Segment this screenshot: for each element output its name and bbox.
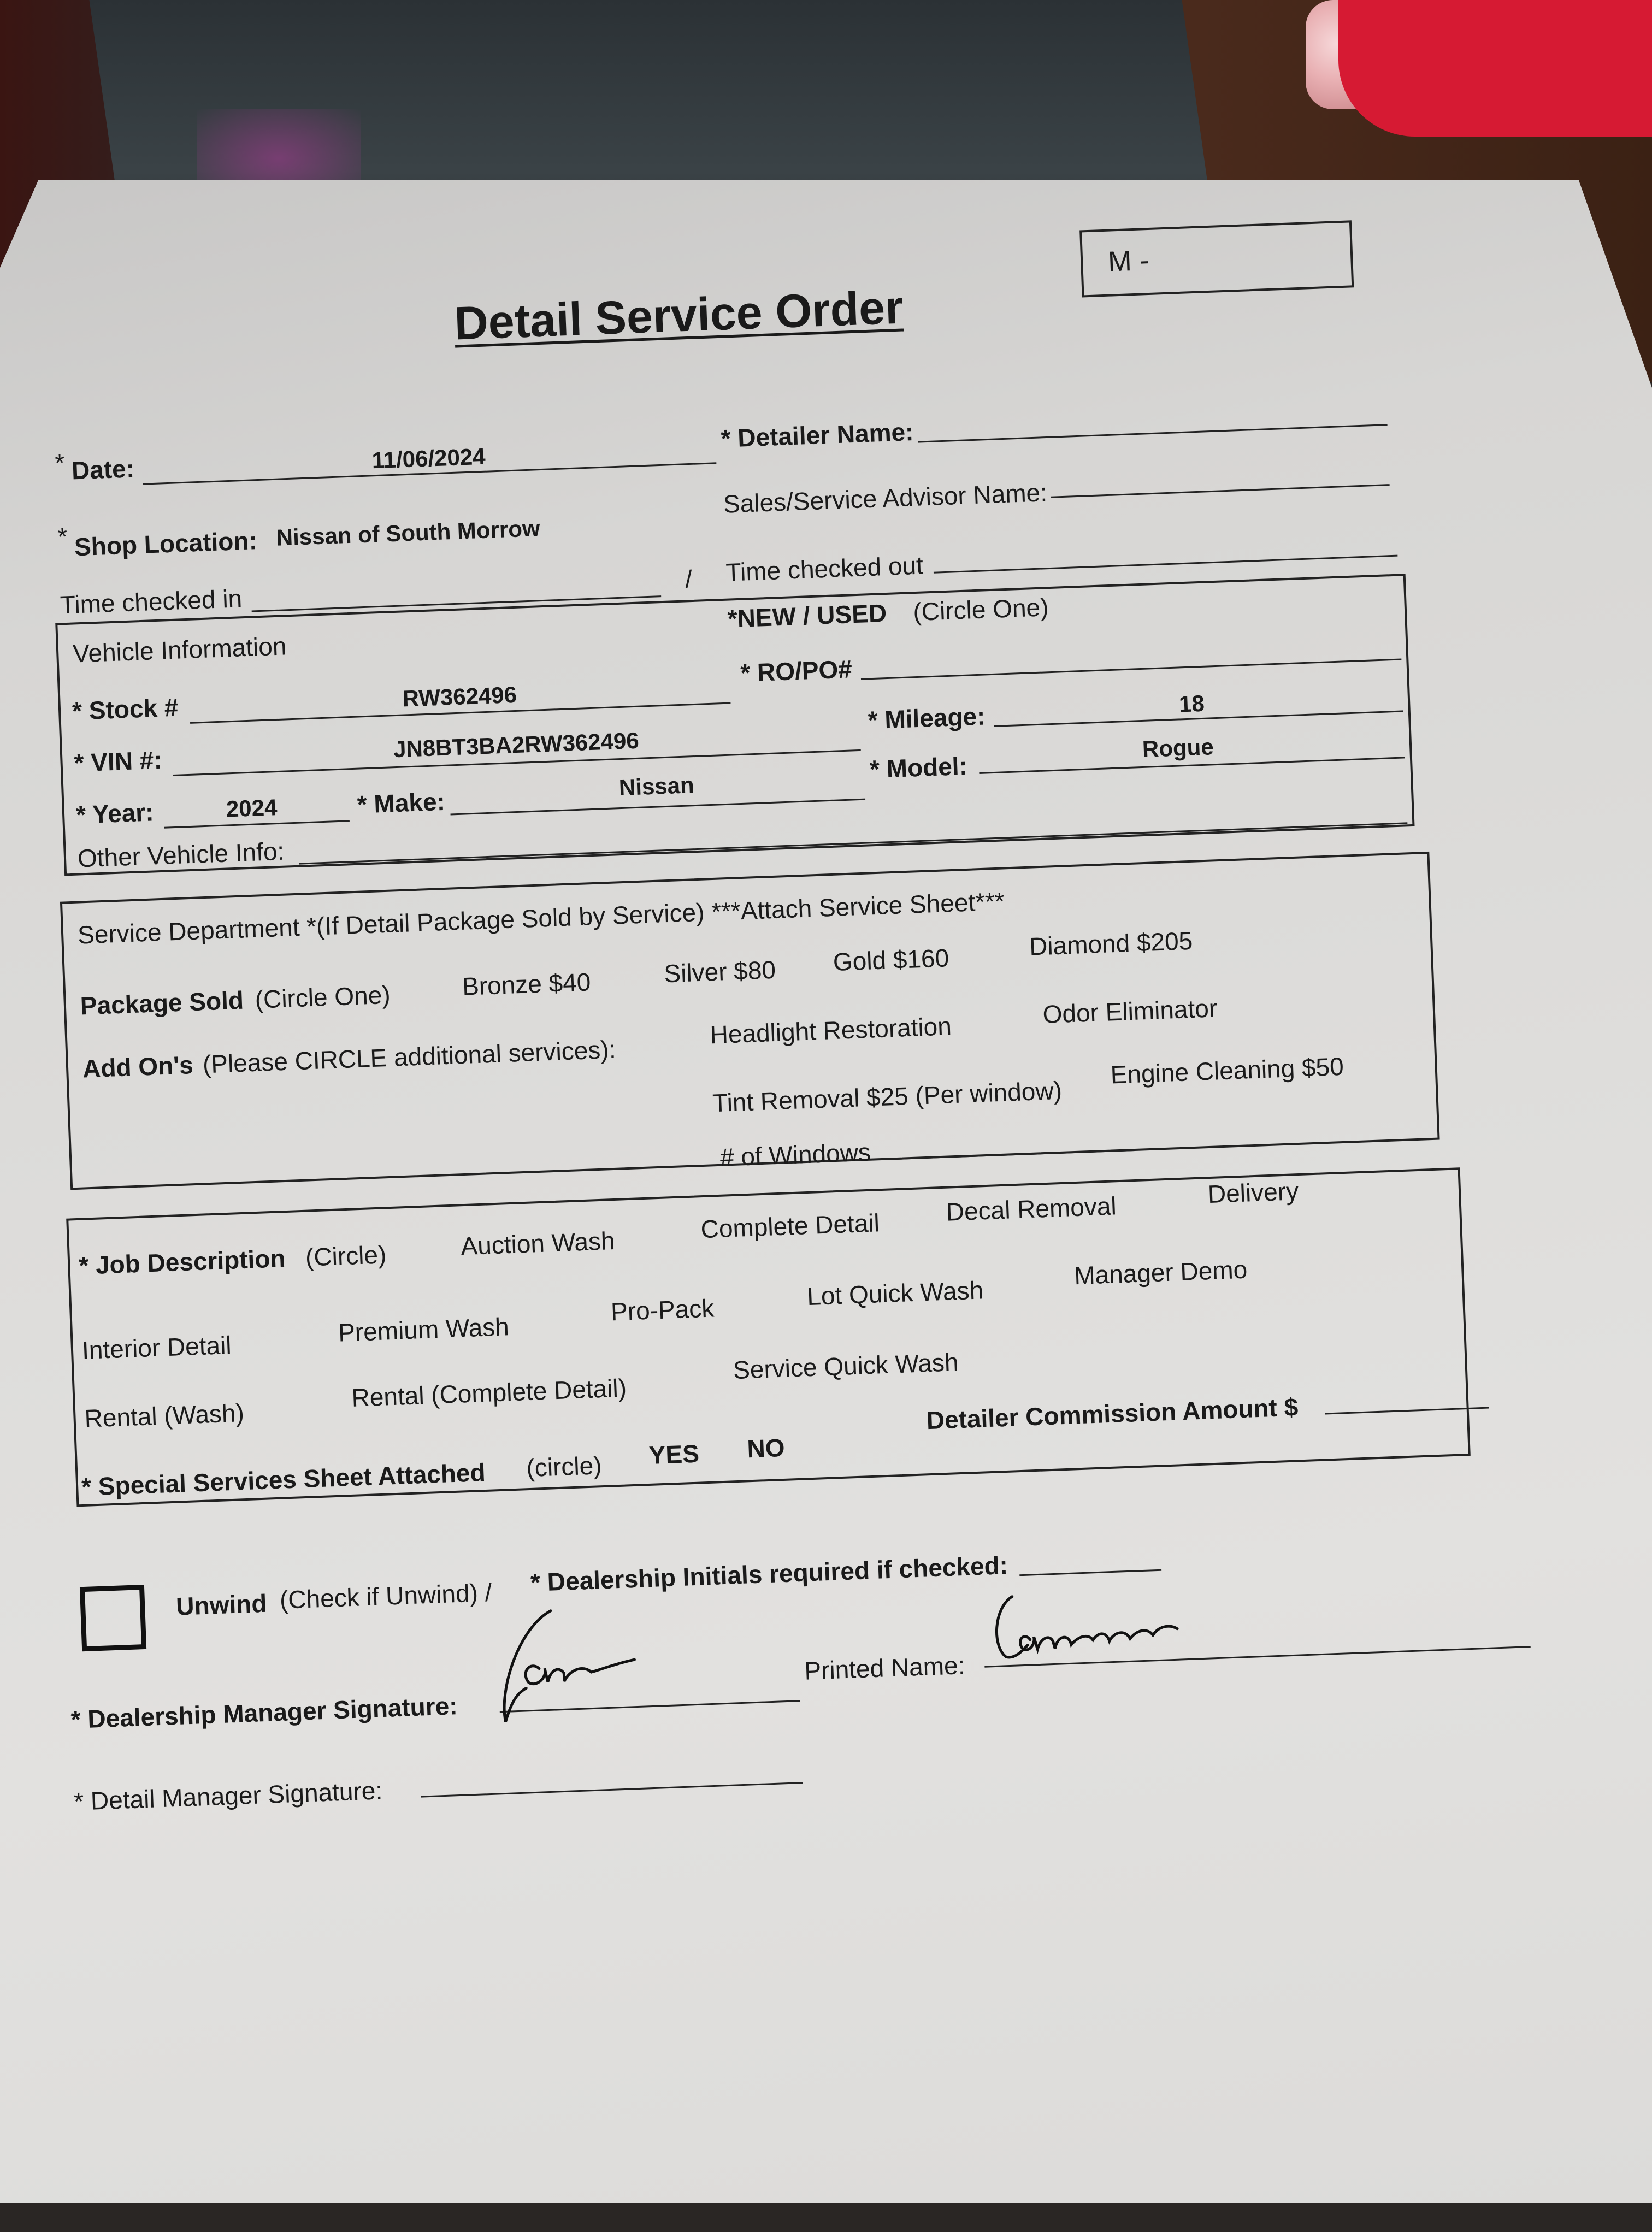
model-label: * Model:: [869, 751, 968, 784]
addons-label: Add On's: [82, 1050, 194, 1083]
vehicle-info-label: Vehicle Information: [72, 631, 287, 668]
job-rental-complete-detail[interactable]: Rental (Complete Detail): [351, 1373, 627, 1412]
addon-headlight-restoration[interactable]: Headlight Restoration: [709, 1012, 952, 1049]
make-label: * Make:: [356, 787, 446, 819]
package-silver[interactable]: Silver $80: [663, 955, 776, 988]
shop-location-value: Nissan of South Morrow: [275, 515, 541, 551]
ro-po-label: * RO/PO#: [740, 654, 853, 687]
job-delivery[interactable]: Delivery: [1207, 1177, 1299, 1209]
commission-label: Detailer Commission Amount $: [925, 1392, 1299, 1435]
shop-asterisk: *: [57, 522, 68, 551]
year-label: * Year:: [75, 798, 155, 829]
job-auction-wash[interactable]: Auction Wash: [460, 1226, 616, 1261]
other-vehicle-info-label: Other Vehicle Info:: [77, 836, 285, 873]
package-bronze[interactable]: Bronze $40: [462, 967, 592, 1001]
service-department-header: Service Department *(If Detail Package Sold by Service) ***Attach Service Sheet***: [77, 887, 1005, 949]
job-interior-detail[interactable]: Interior Detail: [81, 1330, 232, 1365]
addons-hint: (Please CIRCLE additional services):: [202, 1035, 617, 1079]
time-out-label: Time checked out: [725, 551, 924, 587]
mileage-value: 18: [1178, 690, 1205, 717]
time-out-line: [934, 555, 1398, 574]
printed-name-label: Printed Name:: [804, 1651, 966, 1685]
package-sold-label: Package Sold: [79, 985, 244, 1020]
job-pro-pack[interactable]: Pro-Pack: [610, 1294, 715, 1326]
detailer-name-label: * Detailer Name:: [720, 417, 914, 453]
sales-advisor-label: Sales/Service Advisor Name:: [723, 478, 1048, 518]
model-value: Rogue: [1142, 734, 1214, 762]
special-services-label: * Special Services Sheet Attached: [81, 1457, 486, 1502]
job-service-quick-wash[interactable]: Service Quick Wash: [733, 1348, 959, 1385]
sales-advisor-line: [1051, 484, 1390, 498]
shop-location-label: Shop Location:: [74, 526, 258, 562]
stock-value: RW362496: [402, 681, 517, 712]
package-diamond[interactable]: Diamond $205: [1029, 926, 1194, 961]
job-lot-quick-wash[interactable]: Lot Quick Wash: [806, 1276, 984, 1311]
job-description-hint: (Circle): [305, 1240, 387, 1272]
job-premium-wash[interactable]: Premium Wash: [338, 1312, 510, 1347]
date-asterisk: *: [54, 448, 66, 477]
year-value: 2024: [226, 794, 278, 822]
order-number-label: M -: [1107, 244, 1150, 278]
job-decal-removal[interactable]: Decal Removal: [945, 1191, 1117, 1226]
date-label: Date:: [71, 454, 135, 485]
vin-label: * VIN #:: [73, 745, 163, 777]
page-title: Detail Service Order: [453, 281, 905, 350]
make-value: Nissan: [618, 772, 695, 801]
new-used-hint: (Circle One): [912, 593, 1049, 627]
package-gold[interactable]: Gold $160: [832, 943, 950, 976]
new-used-label: *NEW / USED: [727, 598, 887, 633]
detail-signature-line: [421, 1782, 803, 1798]
addon-tint-removal[interactable]: Tint Removal $25 (Per window): [712, 1076, 1063, 1118]
time-in-label: Time checked in: [60, 584, 243, 619]
time-separator: /: [685, 564, 693, 594]
addon-odor-eliminator[interactable]: Odor Eliminator: [1042, 994, 1218, 1029]
unwind-checkbox[interactable]: [80, 1585, 146, 1651]
dealership-signature-image: [485, 1602, 653, 1733]
addon-engine-cleaning[interactable]: Engine Cleaning $50: [1110, 1052, 1344, 1089]
job-complete-detail[interactable]: Complete Detail: [700, 1208, 880, 1244]
detailer-name-line: [918, 424, 1388, 443]
special-services-yes[interactable]: YES: [648, 1439, 700, 1469]
stock-label: * Stock #: [72, 693, 179, 725]
job-manager-demo[interactable]: Manager Demo: [1073, 1255, 1248, 1290]
detail-signature-label: * Detail Manager Signature:: [73, 1776, 383, 1816]
windows-count-label: # of Windows: [719, 1137, 871, 1172]
date-value: 11/06/2024: [371, 443, 486, 474]
vin-value: JN8BT3BA2RW362496: [393, 727, 640, 763]
printed-name-handwriting: [987, 1574, 1187, 1674]
special-services-no[interactable]: NO: [746, 1433, 786, 1463]
unwind-hint: (Check if Unwind) /: [279, 1578, 493, 1614]
dealership-signature-label: * Dealership Manager Signature:: [70, 1691, 458, 1734]
special-services-hint: (circle): [526, 1451, 603, 1483]
initials-label: * Dealership Initials required if checked:: [530, 1551, 1008, 1597]
package-sold-hint: (Circle One): [254, 980, 391, 1014]
job-rental-wash[interactable]: Rental (Wash): [84, 1398, 245, 1433]
unwind-label: Unwind: [175, 1589, 268, 1621]
mileage-label: * Mileage:: [867, 701, 986, 735]
job-description-label: * Job Description: [78, 1244, 286, 1280]
